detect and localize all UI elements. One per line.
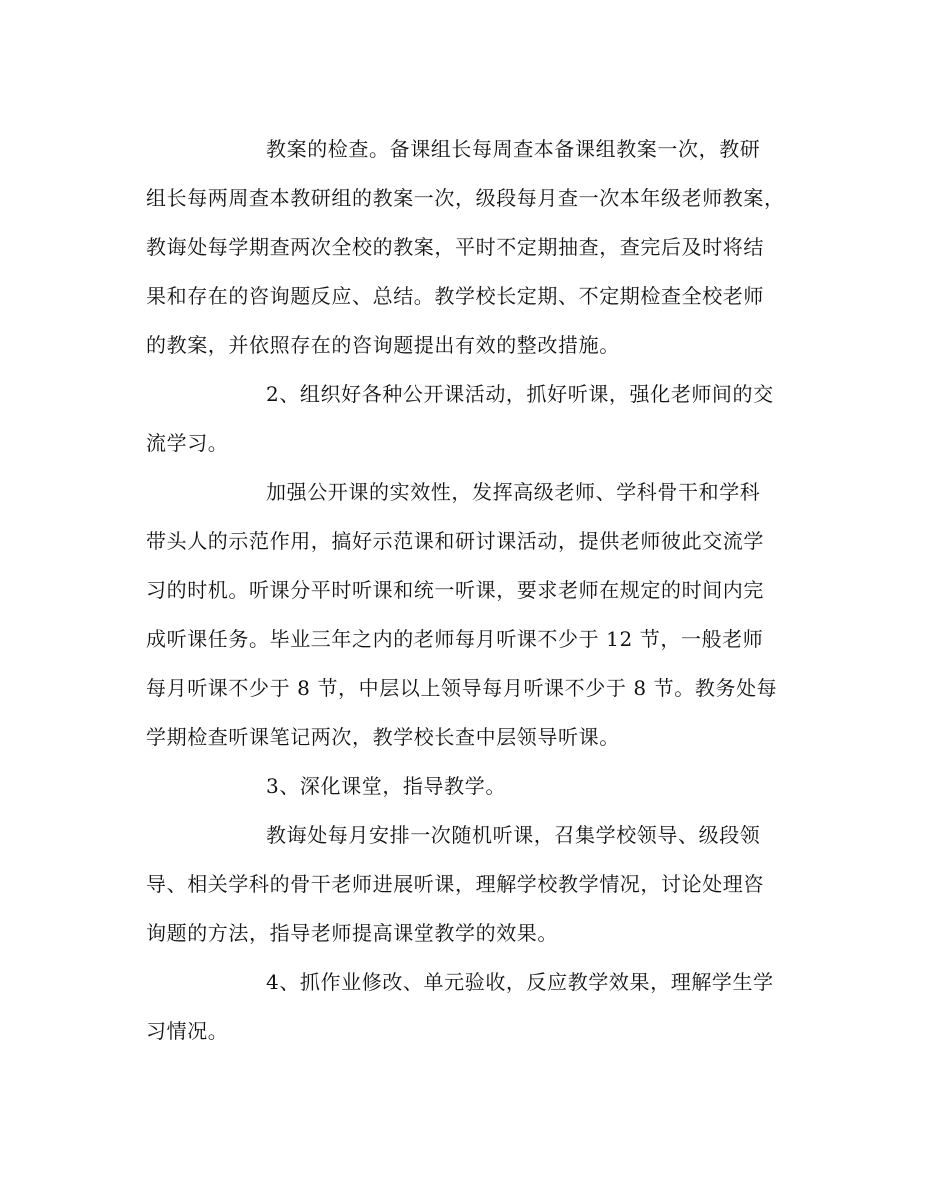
section-heading: 3、深化课堂，指导教学。: [266, 774, 506, 798]
text-line: 习的时机。听课分平时听课和统一听课，要求老师在规定的时间内完: [146, 578, 764, 602]
text-line: 组长每两周查本教研组的教案一次，级段每月查一次本年级老师教案，: [146, 186, 785, 210]
text-line: 每月听课不少于 8 节，中层以上领导每月听课不少于 8 节。教务处每: [146, 676, 778, 700]
text-line: 教案的检查。备课组长每周查本备课组教案一次，教研: [266, 137, 761, 161]
text-line: 果和存在的咨询题反应、总结。教学校长定期、不定期检查全校老师: [146, 284, 764, 308]
text-line: 加强公开课的实效性，发挥高级老师、学科骨干和学科: [266, 480, 761, 504]
text-line: 教诲处每月安排一次随机听课，召集学校领导、级段领: [266, 823, 761, 847]
text-line: 习情况。: [146, 1019, 229, 1043]
section-heading: 4、抓作业修改、单元验收，反应教学效果，理解学生学: [266, 970, 774, 994]
text-line: 导、相关学科的骨干老师进展听课，理解学校教学情况，讨论处理咨: [146, 872, 764, 896]
text-line: 带头人的示范作用，搞好示范课和研讨课活动，提供老师彼此交流学: [146, 529, 764, 553]
text-line: 流学习。: [146, 431, 229, 455]
text-line: 成听课任务。毕业三年之内的老师每月听课不少于 12 节，一般老师: [146, 627, 764, 651]
text-line: 教诲处每学期查两次全校的教案，平时不定期抽查，查完后及时将结: [146, 235, 764, 259]
text-line: 的教案，并依照存在的咨询题提出有效的整改措施。: [146, 333, 620, 357]
text-line: 询题的方法，指导老师提高课堂教学的效果。: [146, 921, 558, 945]
section-heading: 2、组织好各种公开课活动，抓好听课，强化老师间的交: [266, 382, 774, 406]
text-line: 学期检查听课笔记两次，教学校长查中层领导听课。: [146, 725, 620, 749]
